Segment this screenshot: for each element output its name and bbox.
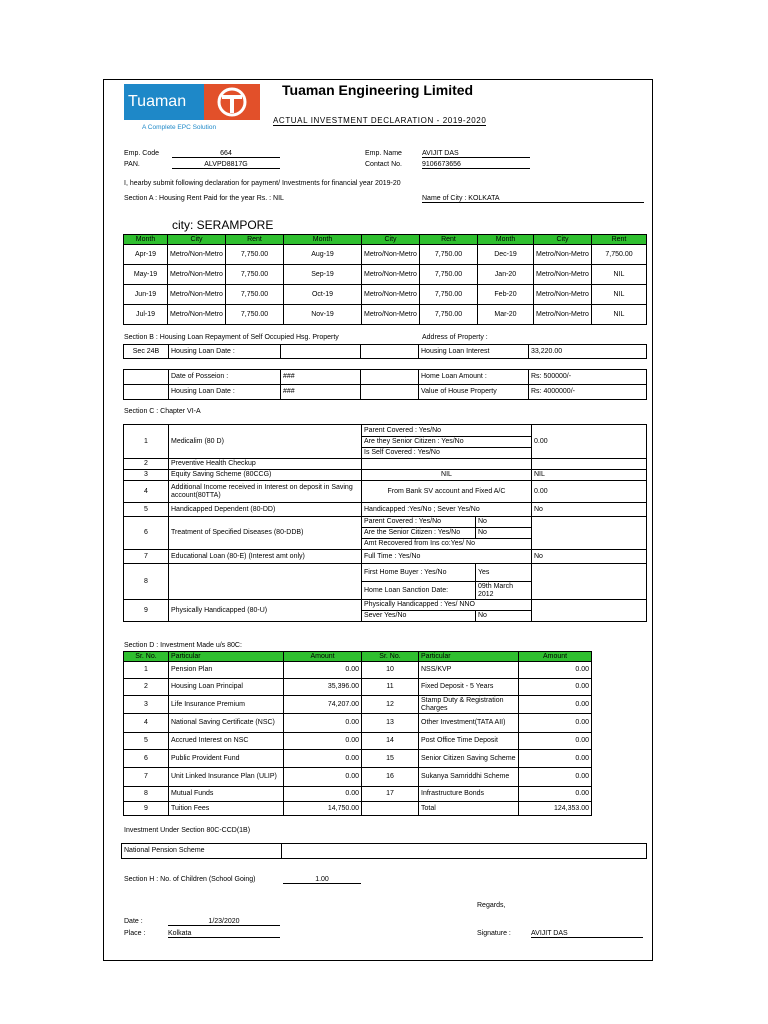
row-mid: From Bank SV account and Fixed A/C <box>362 481 532 503</box>
rent-cell: Metro/Non-Metro <box>362 245 420 265</box>
row-number: 8 <box>124 564 169 600</box>
sub-question: Are the Senior Citizen : Yes/No <box>362 528 476 539</box>
table-header: Sr. No. <box>362 652 419 662</box>
row-number: 9 <box>124 600 169 622</box>
place-value: Kolkata <box>168 930 280 938</box>
rent-cell: NIL <box>592 305 647 325</box>
cell: Mutual Funds <box>169 787 284 802</box>
rent-cell: Metro/Non-Metro <box>534 245 592 265</box>
sub-question: Amt Recovered from Ins co:Yes/ No <box>362 539 532 550</box>
table-row <box>124 750 592 768</box>
cell: 15 <box>362 750 419 768</box>
cell: 2 <box>124 679 169 696</box>
rent-cell: Feb-20 <box>478 285 534 305</box>
loan-date2-label: Housing Loan Date : <box>169 385 281 400</box>
section-a-city: Name of City : KOLKATA <box>422 195 644 203</box>
emp-name-label: Emp. Name <box>365 150 402 157</box>
section-h-label: Section H : No. of Children (School Going) <box>124 876 256 883</box>
rent-header: Month <box>478 235 534 245</box>
sub-question: Sever Yes/No <box>362 611 476 622</box>
rent-cell: Metro/Non-Metro <box>362 265 420 285</box>
cell: 0.00 <box>284 662 362 679</box>
place-label: Place : <box>124 930 146 937</box>
loan-date-value <box>281 345 361 359</box>
chapter-via-table <box>123 424 647 622</box>
rent-cell: 7,750.00 <box>420 305 478 325</box>
sub-answer: No <box>476 528 532 539</box>
loan-date2-value: ### <box>281 385 361 400</box>
possession-value: ### <box>281 370 361 385</box>
rent-header: Rent <box>592 235 647 245</box>
cell <box>362 802 419 816</box>
rent-cell: Aug-19 <box>284 245 362 265</box>
contact-value: 9106673656 <box>422 161 530 169</box>
rent-cell: 7,750.00 <box>420 285 478 305</box>
rent-cell: Metro/Non-Metro <box>534 305 592 325</box>
cell: Life Insurance Premium <box>169 696 284 714</box>
cell: 35,396.00 <box>284 679 362 696</box>
row-value: 0.00 <box>532 481 647 503</box>
cell: 7 <box>124 768 169 787</box>
table-header: Amount <box>519 652 592 662</box>
cell: 8 <box>124 787 169 802</box>
cell: Accrued Interest on NSC <box>169 733 284 750</box>
declaration-text: I, hearby submit following declaration for payment/ Investments for financial year 2019-20 <box>124 180 401 187</box>
cell: 3 <box>124 696 169 714</box>
row-number: 6 <box>124 517 169 550</box>
date-label: Date : <box>124 918 143 925</box>
total-value: 124,353.00 <box>519 802 592 816</box>
cell: 17 <box>362 787 419 802</box>
rent-header: City <box>362 235 420 245</box>
table-row <box>124 662 592 679</box>
pan-label: PAN. <box>124 161 140 168</box>
empty-cell <box>124 385 169 400</box>
sub-answer: No <box>476 517 532 528</box>
housing-loan-table-1 <box>123 344 647 359</box>
row-desc: Treatment of Specified Diseases (80-DDB) <box>169 517 362 550</box>
empty-cell <box>361 370 419 385</box>
cell: 0.00 <box>284 787 362 802</box>
rent-cell: 7,750.00 <box>226 305 284 325</box>
cell: Unit Linked Insurance Plan (ULIP) <box>169 768 284 787</box>
table-row <box>124 696 592 714</box>
cell: 0.00 <box>284 733 362 750</box>
rent-cell: Mar-20 <box>478 305 534 325</box>
emp-code-label: Emp. Code <box>124 150 160 157</box>
cell: 0.00 <box>519 733 592 750</box>
table-row <box>124 305 647 325</box>
rent-cell: May-19 <box>124 265 168 285</box>
rent-cell: Metro/Non-Metro <box>362 285 420 305</box>
row-desc: Equity Saving Scheme (80CCG) <box>169 470 362 481</box>
rent-header: City <box>168 235 226 245</box>
row-desc: Medicalim (80 D) <box>169 425 362 459</box>
nps-label: National Pension Scheme <box>122 844 282 859</box>
cell: 0.00 <box>519 679 592 696</box>
cell: Fixed Deposit - 5 Years <box>419 679 519 696</box>
rent-cell: Oct-19 <box>284 285 362 305</box>
row-number: 3 <box>124 470 169 481</box>
cell: 4 <box>124 714 169 733</box>
signature-label: Signature : <box>477 930 511 937</box>
row-desc: Preventive Health Checkup <box>169 459 362 470</box>
sub-question: Parent Covered : Yes/No <box>362 425 532 437</box>
table-row <box>124 714 592 733</box>
house-value: Rs: 4000000/- <box>529 385 647 400</box>
children-count: 1.00 <box>283 876 361 884</box>
row-number: 7 <box>124 550 169 564</box>
cell: 12 <box>362 696 419 714</box>
rent-cell: 7,750.00 <box>592 245 647 265</box>
empty-cell <box>361 345 419 359</box>
rent-cell: Jun-19 <box>124 285 168 305</box>
empty-cell <box>169 564 362 600</box>
row-desc: Educational Loan (80-E) (Interest amt only) <box>169 550 362 564</box>
empty-cell <box>532 600 647 622</box>
housing-loan-table-2 <box>123 369 647 400</box>
cell: 9 <box>124 802 169 816</box>
table-row <box>124 245 647 265</box>
rent-cell: Metro/Non-Metro <box>168 285 226 305</box>
rent-header: Rent <box>226 235 284 245</box>
cell: 0.00 <box>519 662 592 679</box>
company-logo <box>124 84 260 136</box>
rent-cell: Metro/Non-Metro <box>168 245 226 265</box>
rent-cell: Metro/Non-Metro <box>168 305 226 325</box>
rent-cell: Dec-19 <box>478 245 534 265</box>
row-value: 0.00 <box>532 425 647 459</box>
section-d-label: Section D : Investment Made u/s 80C: <box>124 642 242 649</box>
cell: 13 <box>362 714 419 733</box>
rent-cell: 7,750.00 <box>420 265 478 285</box>
cell: Public Provident Fund <box>169 750 284 768</box>
table-header: Particular <box>419 652 519 662</box>
loan-date-label: Housing Loan Date : <box>169 345 281 359</box>
rent-cell: NIL <box>592 265 647 285</box>
section-b-label: Section B : Housing Loan Repayment of Self Occupied Hsg. Property <box>124 334 339 341</box>
row-value: NIL <box>532 470 647 481</box>
row-value: No <box>532 550 647 564</box>
cell: 0.00 <box>284 750 362 768</box>
row-number: 2 <box>124 459 169 470</box>
cell: 5 <box>124 733 169 750</box>
sub-answer: Yes <box>476 564 532 582</box>
emp-code: 664 <box>172 150 280 158</box>
section-80ccd-label: Investment Under Section 80C-CCD(1B) <box>124 827 251 834</box>
cell: 11 <box>362 679 419 696</box>
empty-cell <box>124 370 169 385</box>
cell: 10 <box>362 662 419 679</box>
sec24b-label: Sec 24B <box>124 345 169 359</box>
row-mid: Full Time : Yes/No <box>362 550 532 564</box>
sub-answer: 09th March 2012 <box>476 582 532 600</box>
cell: 0.00 <box>519 696 592 714</box>
nps-table <box>121 843 647 859</box>
cell: 0.00 <box>519 750 592 768</box>
sub-question: Physically Handicapped : Yes/ NNO <box>362 600 532 611</box>
regards-text: Regards, <box>477 902 506 909</box>
rent-header: Rent <box>420 235 478 245</box>
cell: 16 <box>362 768 419 787</box>
city-big: city: SERAMPORE <box>172 218 274 232</box>
sub-question: Is Self Covered : Yes/No <box>362 448 532 459</box>
cell: 1 <box>124 662 169 679</box>
house-value-label: Value of House Property <box>419 385 529 400</box>
pan-value: ALVPD8817G <box>172 161 280 169</box>
sub-question: Parent Covered : Yes/No <box>362 517 476 528</box>
cell: 0.00 <box>519 787 592 802</box>
rent-cell: Jul-19 <box>124 305 168 325</box>
company-name: Tuaman Engineering Limited <box>282 82 474 98</box>
table-row <box>124 787 592 802</box>
interest-label: Housing Loan Interest <box>419 345 529 359</box>
cell: Sukanya Samriddhi Scheme <box>419 768 519 787</box>
home-loan-value: Rs: 500000/- <box>529 370 647 385</box>
rent-header: Month <box>124 235 168 245</box>
possession-label: Date of Posseion : <box>169 370 281 385</box>
cell: National Saving Certificate (NSC) <box>169 714 284 733</box>
cell: Pension Plan <box>169 662 284 679</box>
rent-cell: Metro/Non-Metro <box>168 265 226 285</box>
cell: 6 <box>124 750 169 768</box>
row-desc: Additional Income received in Interest on deposit in Saving account(80TTA) <box>169 481 362 503</box>
cell: Infrastructure Bonds <box>419 787 519 802</box>
row-value: No <box>532 503 647 517</box>
cell: Other Investment(TATA AII) <box>419 714 519 733</box>
row-number: 1 <box>124 425 169 459</box>
cell: NSS/KVP <box>419 662 519 679</box>
cell: 0.00 <box>284 768 362 787</box>
rent-header: Month <box>284 235 362 245</box>
rent-cell: 7,750.00 <box>226 265 284 285</box>
emp-name: AVIJIT DAS <box>422 150 530 158</box>
sub-question: Are they Senior Citizen : Yes/No <box>362 437 532 448</box>
interest-value: 33,220.00 <box>529 345 647 359</box>
empty-cell <box>532 459 647 470</box>
cell: 0.00 <box>519 768 592 787</box>
home-loan-label: Home Loan Amount : <box>419 370 529 385</box>
row-desc: Handicapped Dependent (80-DD) <box>169 503 362 517</box>
cell: 74,207.00 <box>284 696 362 714</box>
cell: 0.00 <box>519 714 592 733</box>
cell: Senior Citizen Saving Scheme <box>419 750 519 768</box>
cell: Tuition Fees <box>169 802 284 816</box>
rent-cell: 7,750.00 <box>420 245 478 265</box>
date-value: 1/23/2020 <box>168 918 280 926</box>
rent-cell: 7,750.00 <box>226 285 284 305</box>
nps-value <box>282 844 647 859</box>
section-a-label: Section A : Housing Rent Paid for the year Rs. : NIL <box>124 195 284 202</box>
table-row <box>124 285 647 305</box>
row-desc: Physically Handicapped (80-U) <box>169 600 362 622</box>
logo-emblem-icon <box>214 86 250 118</box>
empty-cell <box>361 385 419 400</box>
rent-cell: Jan-20 <box>478 265 534 285</box>
row-number: 4 <box>124 481 169 503</box>
rent-cell: Nov-19 <box>284 305 362 325</box>
cell: 14,750.00 <box>284 802 362 816</box>
table-header: Particular <box>169 652 284 662</box>
cell: Post Office Time Deposit <box>419 733 519 750</box>
contact-label: Contact No. <box>365 161 402 168</box>
rent-cell: Metro/Non-Metro <box>534 285 592 305</box>
cell: 0.00 <box>284 714 362 733</box>
rent-cell: Metro/Non-Metro <box>362 305 420 325</box>
table-header: Sr. No. <box>124 652 169 662</box>
logo-text: Tuaman <box>128 93 187 110</box>
rent-cell: Sep-19 <box>284 265 362 285</box>
row-number: 5 <box>124 503 169 517</box>
sub-answer: No <box>476 611 532 622</box>
table-row <box>124 265 647 285</box>
cell: Housing Loan Principal <box>169 679 284 696</box>
table-row <box>124 768 592 787</box>
table-row <box>124 679 592 696</box>
empty-cell <box>362 459 532 470</box>
section-c-label: Section C : Chapter VI-A <box>124 408 201 415</box>
rent-cell: Metro/Non-Metro <box>534 265 592 285</box>
empty-cell <box>532 564 647 600</box>
sub-question: Home Loan Sanction Date: <box>362 582 476 600</box>
sub-question: First Home Buyer : Yes/No <box>362 564 476 582</box>
rent-table <box>123 234 647 325</box>
row-mid: Handicapped :Yes/No ; Sever Yes/No <box>362 503 532 517</box>
rent-cell: 7,750.00 <box>226 245 284 265</box>
rent-cell: NIL <box>592 285 647 305</box>
signature-value: AVIJIT DAS <box>531 930 643 938</box>
cell: Stamp Duty & Registration Charges <box>419 696 519 714</box>
cell: 14 <box>362 733 419 750</box>
table-header: Amount <box>284 652 362 662</box>
empty-cell <box>532 517 647 550</box>
rent-cell: Apr-19 <box>124 245 168 265</box>
table-row <box>124 733 592 750</box>
table-row <box>124 802 592 816</box>
row-mid: NIL <box>362 470 532 481</box>
rent-header: City <box>534 235 592 245</box>
form-title: ACTUAL INVESTMENT DECLARATION - 2019-2020 <box>273 116 487 125</box>
logo-tagline: A Complete EPC Solution <box>142 124 217 131</box>
cell: Total <box>419 802 519 816</box>
investment-80c-table <box>123 651 592 816</box>
address-label: Address of Property : <box>422 334 488 341</box>
